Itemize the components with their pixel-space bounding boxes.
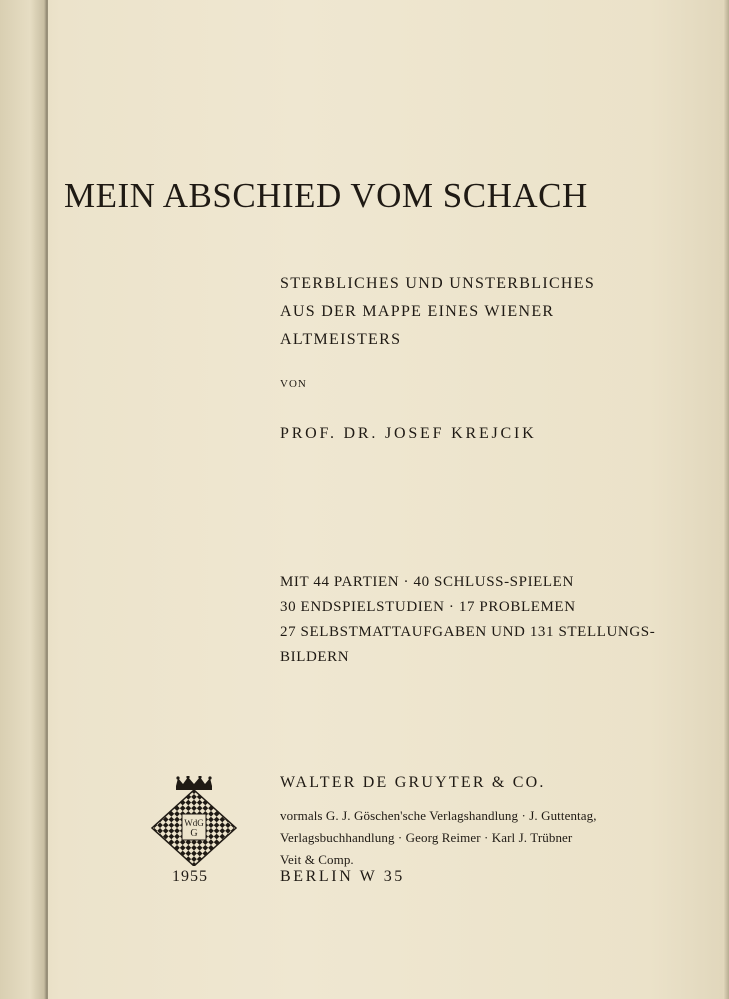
author-name: PROF. DR. JOSEF KREJCIK bbox=[280, 425, 537, 442]
monogram-text: WdG bbox=[184, 818, 204, 828]
contents-line: 27 SELBSTMATTAUFGABEN UND 131 STELLUNGS- bbox=[280, 624, 656, 640]
subtitle-line: STERBLICHES UND UNSTERBLICHES bbox=[280, 275, 596, 292]
svg-text:G: G bbox=[190, 828, 198, 839]
publisher-monogram bbox=[182, 814, 206, 840]
subtitle-line: AUS DER MAPPE EINES WIENER bbox=[280, 303, 555, 320]
publisher-detail-line: vormals G. J. Göschen'sche Verlagshandlung · J. Guttentag, bbox=[280, 808, 597, 823]
by-label: VON bbox=[280, 378, 307, 390]
subtitle-line: ALTMEISTERS bbox=[280, 331, 402, 348]
contents-line: BILDERN bbox=[280, 649, 350, 665]
publication-year: 1955 bbox=[172, 868, 208, 885]
publisher-details bbox=[280, 805, 597, 871]
publisher-detail-line: Verlagsbuchhandlung · Georg Reimer · Karl J. Trübner bbox=[280, 830, 573, 845]
book-title: MEIN ABSCHIED VOM SCHACH bbox=[64, 176, 588, 215]
contents-line: 30 ENDSPIELSTUDIEN · 17 PROBLEMEN bbox=[280, 599, 576, 615]
publisher-detail-line: Veit & Comp. bbox=[280, 852, 354, 867]
publisher-city: BERLIN W 35 bbox=[280, 868, 405, 885]
page-edge bbox=[723, 0, 729, 999]
contents-summary bbox=[280, 570, 656, 670]
contents-line: MIT 44 PARTIEN · 40 SCHLUSS-SPIELEN bbox=[280, 574, 574, 590]
book-gutter bbox=[0, 0, 48, 999]
publisher-name: WALTER DE GRUYTER & CO. bbox=[280, 774, 546, 791]
book-subtitle bbox=[280, 270, 640, 354]
